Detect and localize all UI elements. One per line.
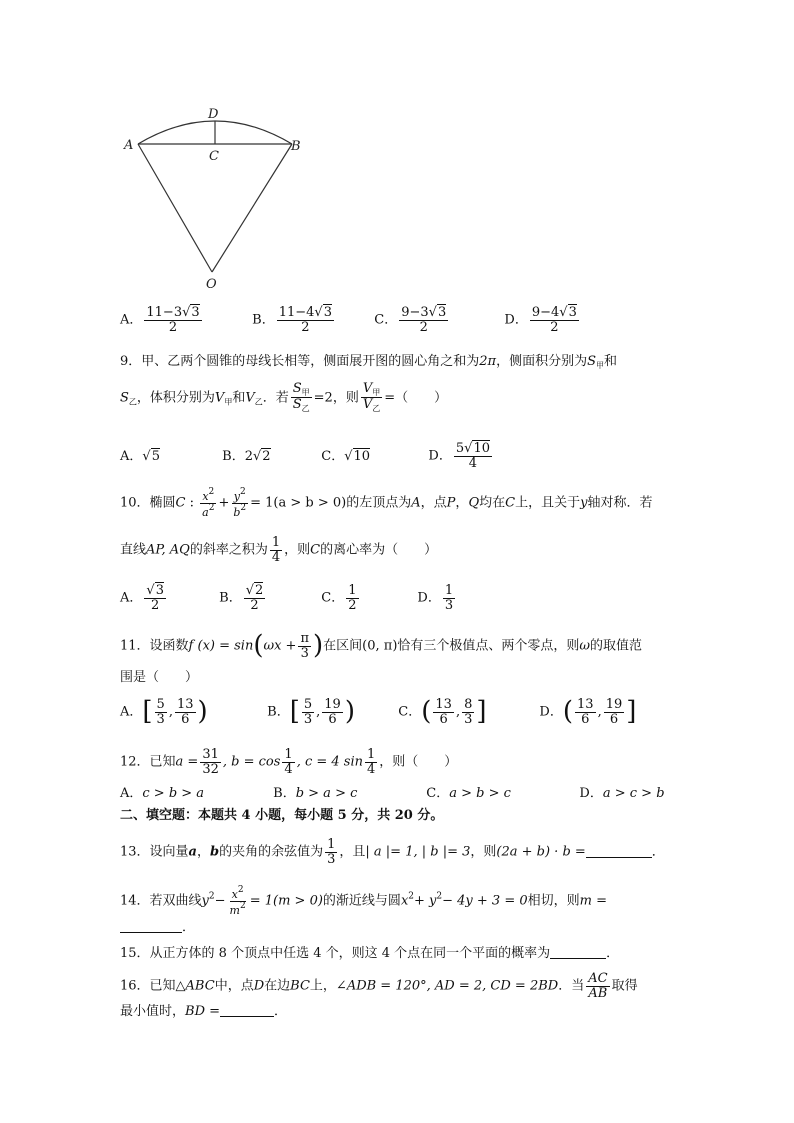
q9-option-d[interactable]: D． $\frac{5√10}{4}$ (428, 441, 490, 471)
label-O: O (206, 277, 217, 292)
q15-answer-blank[interactable] (550, 958, 606, 959)
segment-AO (138, 144, 212, 272)
q10-line1: 10．椭圆C : $\frac{x^2}{a^2}$ + $\frac{y^2}{b^2}$ = 1(a > b > 0)的左顶点为A，点P，Q均在C上，且关于y轴对称．若 (120, 487, 653, 519)
q14-line1: 14．若双曲线$y^2-$ $\frac{x^2}{m^2}$ = 1(m > 0)的渐近线与圆$x^2+ y^2- 4y + 3 = 0$相切，则m = (120, 885, 607, 917)
q9-options (120, 442, 494, 470)
q9-line2: $S_乙$，体积分别为$V_甲$和$V_乙$．若 $\frac{S_甲}{S_乙}$ =2，则 $\frac{V_甲}{V_乙}$ =（ ） (120, 381, 448, 414)
q11-option-c[interactable]: C．( $\frac{13}{6}$ , $\frac{8}{3}$ ] (398, 696, 487, 727)
q8-option-d[interactable]: D． $\frac{9-4√3}{2}$ (504, 305, 577, 335)
q12-line1: 12．已知a = $\frac{31}{32}$ , b = cos $\frac{1}{4}$ , c = 4 sin $\frac{1}{4}$ ，则（ ） (120, 747, 458, 777)
q12-option-c[interactable]: C．a > b > c (426, 786, 511, 801)
q9-option-a[interactable]: A．√5 (120, 448, 160, 464)
label-D: D (208, 107, 219, 122)
q11-line1: 11．设函数f (x) = sin(ωx + $\frac{\pi}{3}$ )在区间(0, π)恰有三个极值点、两个零点，则ω的取值范 (120, 630, 643, 661)
q11-option-d[interactable]: D．( $\frac{13}{6}$ , $\frac{19}{6}$ ] (539, 696, 637, 727)
label-B: B (291, 139, 301, 154)
section-2-heading: 二、填空题：本题共 4 小题，每小题 5 分，共 20 分。 (120, 808, 444, 823)
q10-option-b[interactable]: B． $\frac{√2}{2}$ (219, 583, 264, 613)
q14-line2: ． (120, 918, 195, 938)
q8-option-b[interactable]: B． $\frac{11-4√3}{2}$ (252, 305, 332, 335)
q9-option-b[interactable]: B．2√2 (222, 448, 271, 464)
q12-options (120, 784, 665, 804)
q13: 13．设向量a，b的夹角的余弦值为 $\frac{1}{3}$ ，且| a |= 1, | b |= 3，则(2a + b) · b = ． (120, 837, 665, 867)
q10-option-d[interactable]: D． $\frac{1}{3}$ (417, 583, 454, 613)
q10-line2: 直线AP, AQ的斜率之积为 $\frac{1}{4}$ ，则C的离心率为（ ） (120, 535, 438, 565)
geometry-figure (120, 100, 320, 300)
q8-options (120, 306, 581, 334)
q12-option-b[interactable]: B．b > a > c (273, 786, 358, 801)
q16-answer-blank[interactable] (220, 1016, 274, 1017)
label-C: C (209, 149, 219, 164)
q16-line2: 最小值时，BD = ． (120, 1004, 288, 1019)
q14-answer-blank[interactable] (120, 932, 182, 933)
q12-option-d[interactable]: D．a > c > b (579, 786, 665, 801)
q11-line2: 围是（ ） (120, 670, 199, 685)
q16-line1: 16．已知△ABC中，点D在边BC上，∠ADB = 120°, AD = 2, CD = 2BD．当 $\frac{AC}{AB}$ 取得 (120, 971, 638, 1001)
q12-option-a[interactable]: A．c > b > a (120, 786, 205, 801)
q10-options (120, 584, 457, 612)
q8-option-c[interactable]: C． $\frac{9-3√3}{2}$ (374, 305, 447, 335)
q9-line1: 9．甲、乙两个圆锥的母线长相等，侧面展开图的圆心角之和为2π，侧面积分别为$S_甲$和 (120, 354, 618, 370)
q10-option-a[interactable]: A． $\frac{√3}{2}$ (120, 583, 164, 613)
q11-options (120, 698, 636, 726)
q11-option-a[interactable]: A．[ $\frac{5}{3}$ , $\frac{13}{6}$ ) (120, 696, 208, 727)
label-A: A (124, 138, 134, 153)
q8-option-a[interactable]: A． $\frac{11-3√3}{2}$ (120, 305, 200, 335)
q13-answer-blank[interactable] (586, 857, 652, 858)
q15: 15．从正方体的 8 个顶点中任选 4 个，则这 4 个点在同一个平面的概率为 ． (120, 946, 620, 961)
q10-option-c[interactable]: C． $\frac{1}{2}$ (321, 583, 357, 613)
q11-option-b[interactable]: B．[ $\frac{5}{3}$ , $\frac{19}{6}$ ) (267, 696, 355, 727)
q9-option-c[interactable]: C．√10 (321, 448, 371, 464)
segment-BO (212, 144, 292, 272)
